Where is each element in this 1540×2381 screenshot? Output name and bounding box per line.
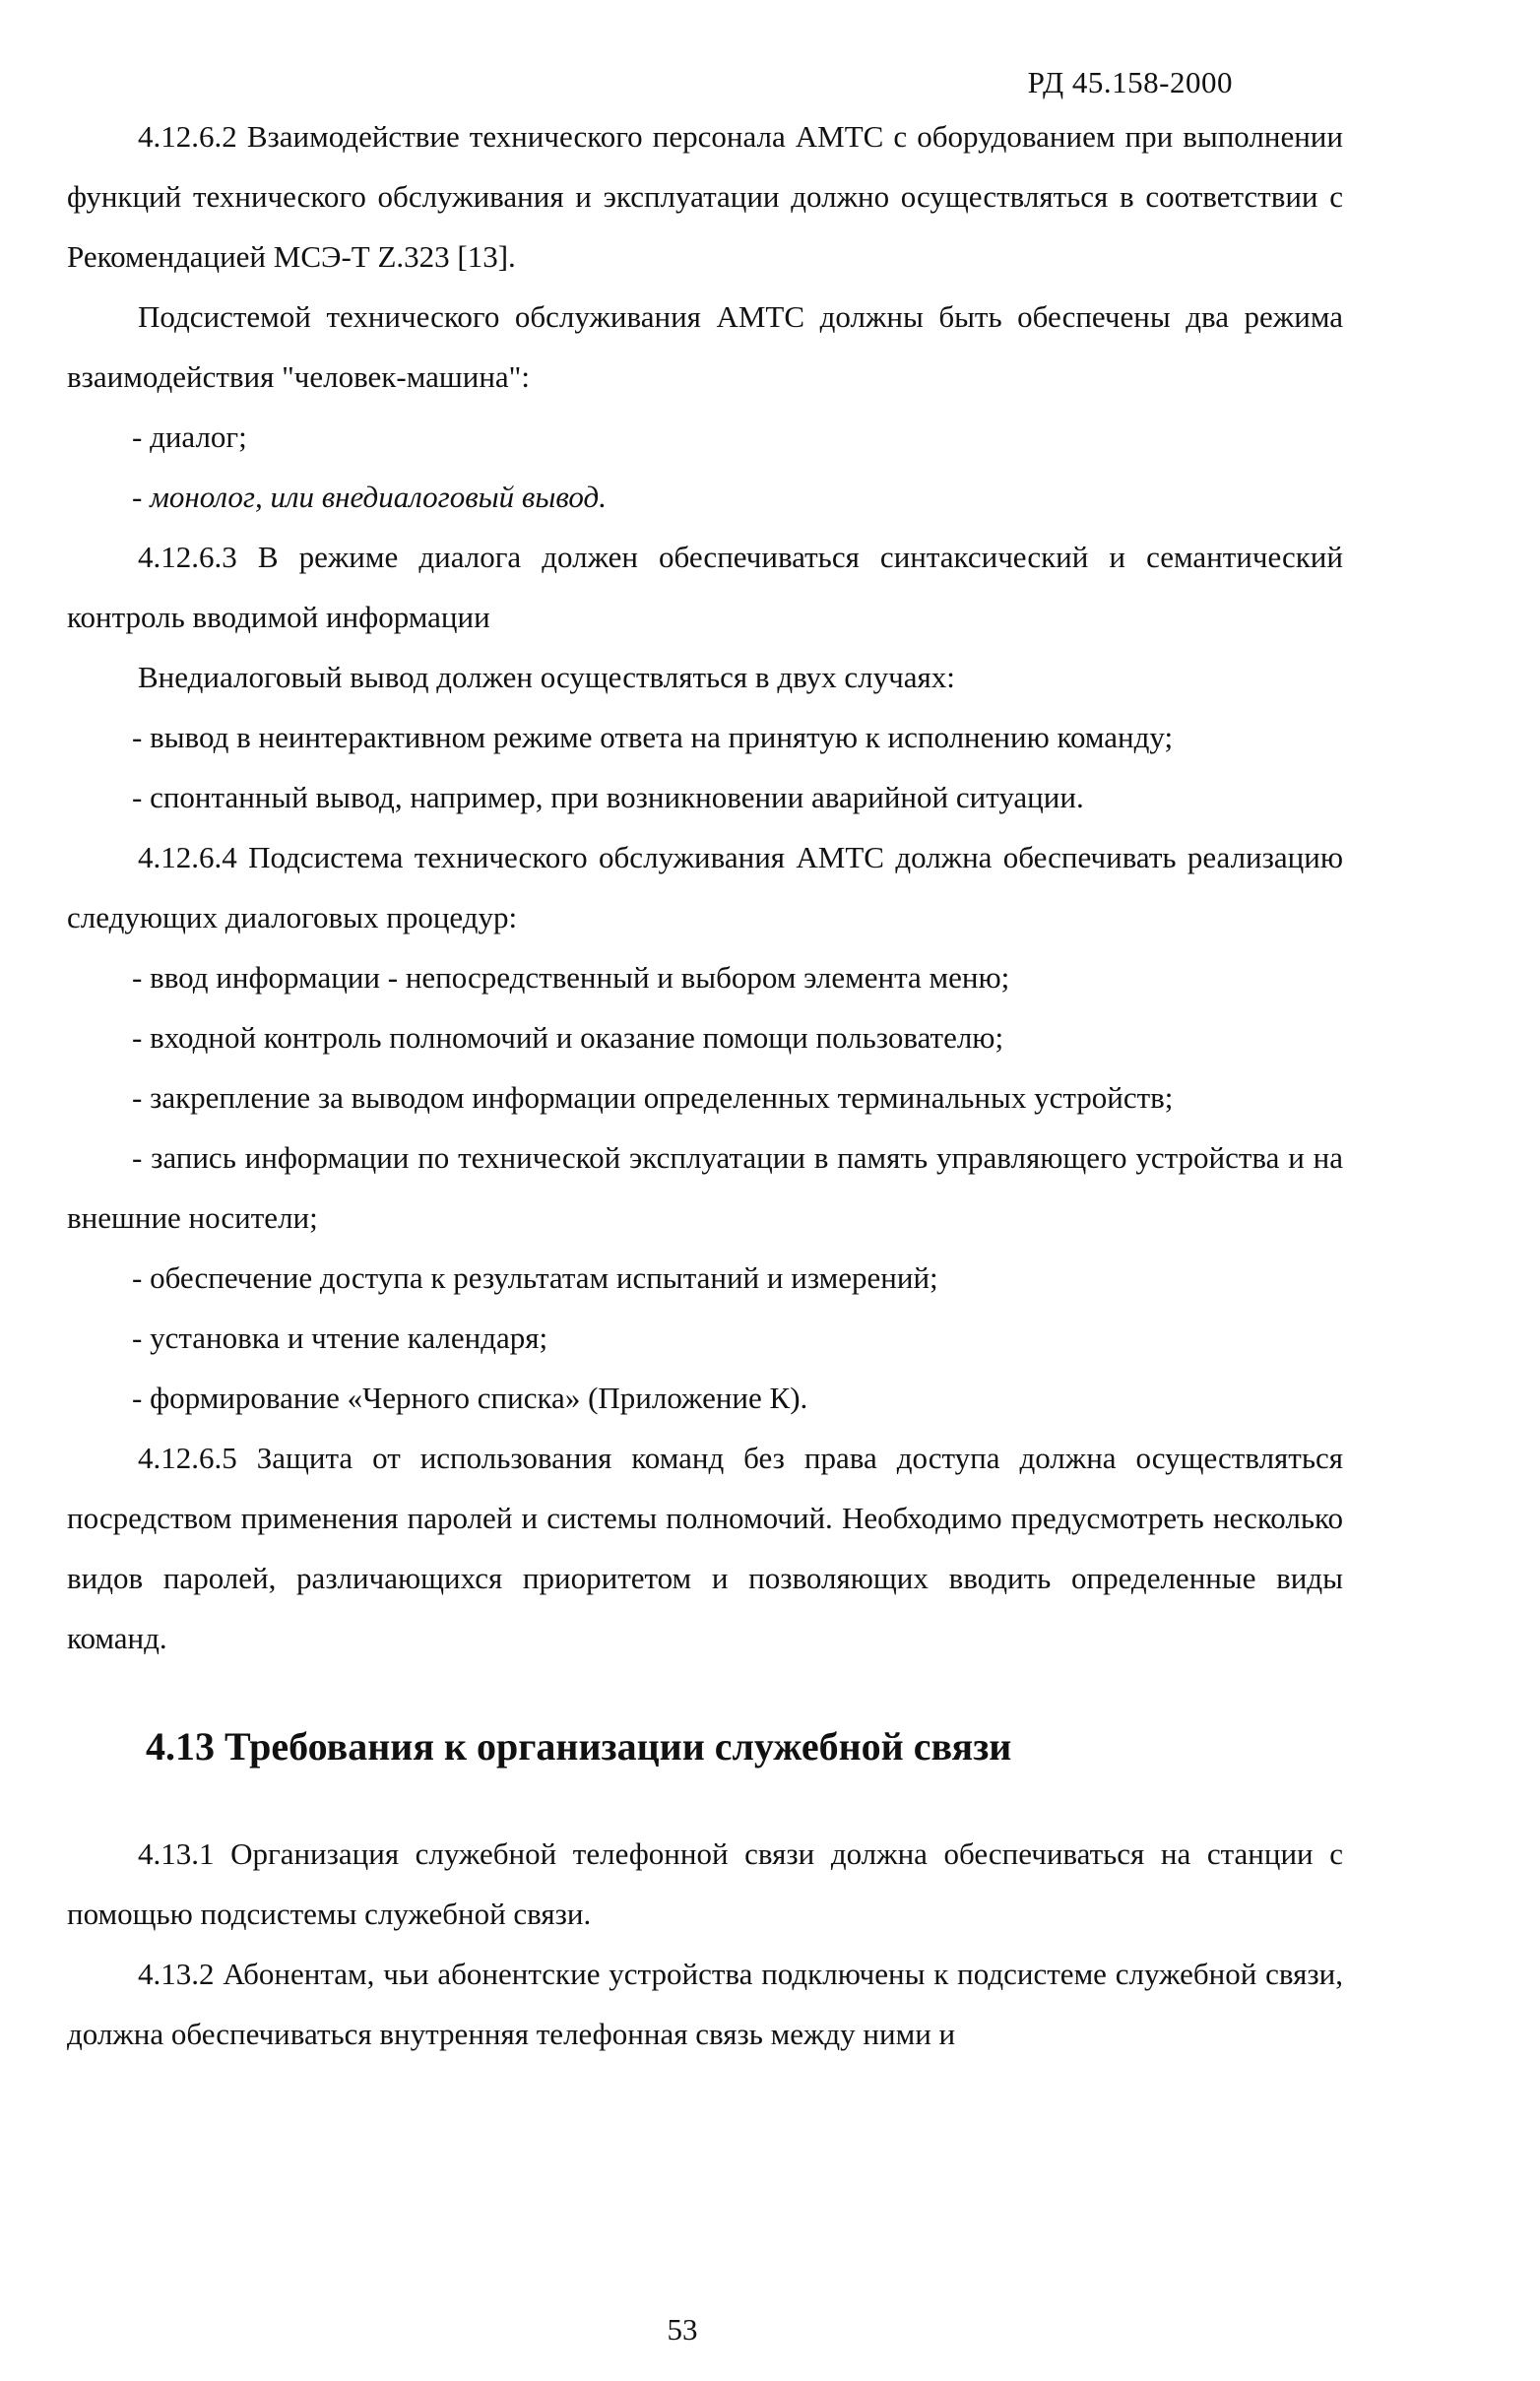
list-item-terminal-binding: - закрепление за выводом информации определенных терминальных устройств; [132, 1080, 1174, 1115]
list-item-calendar: - установка и чтение календаря; [132, 1320, 548, 1355]
list-item-black-list: - формирование «Черного списка» (Приложение К). [132, 1381, 808, 1415]
paragraph-4-12-6-3: 4.12.6.3 В режиме диалога должен обеспечиваться синтаксический и семантический контроль вводимой информации [67, 540, 1343, 634]
list-item-input: - ввод информации - непосредственный и выбором элемента меню; [132, 960, 1010, 995]
list-item-monolog: - монолог, или внедиалоговый вывод. [132, 480, 607, 514]
paragraph-4-12-6-5: 4.12.6.5 Защита от использования команд без права доступа должна осуществляться посредством применения паролей и системы полномочий. Необходимо предусмотреть несколько видов паролей, различающихся приоритетом и позволяющих вводить определенные виды команд. [67, 1441, 1343, 1655]
list-item-test-results: - обеспечение доступа к результатам испытаний и измерений; [132, 1260, 938, 1295]
paragraph-modes-intro: Подсистемой технического обслуживания АМТС должны быть обеспечены два режима взаимодействия "человек-машина": [67, 299, 1343, 394]
paragraph-4-13-1: 4.13.1 Организация служебной телефонной связи должна обеспечиваться на станции с помощью подсистемы служебной связи. [67, 1836, 1343, 1931]
page-number: 53 [667, 2312, 698, 2347]
list-item-output-noninteractive: - вывод в неинтерактивном режиме ответа на принятую к исполнению команду; [132, 720, 1174, 754]
paragraph-4-12-6-2: 4.12.6.2 Взаимодействие технического персонала АМТС с оборудованием при выполнении функций технического обслуживания и эксплуатации должно осуществляться в соответствии с Рекомендацией МСЭ-Т Z.323 [13]. [67, 119, 1343, 274]
paragraph-output-cases: Внедиалоговый вывод должен осуществляться в двух случаях: [138, 660, 955, 694]
paragraph-4-12-6-4: 4.12.6.4 Подсистема технического обслуживания АМТС должна обеспечивать реализацию следующих диалоговых процедур: [67, 840, 1343, 934]
list-item-output-spontaneous: - спонтанный вывод, например, при возникновении аварийной ситуации. [132, 780, 1084, 814]
document-id: РД 45.158-2000 [1027, 65, 1233, 99]
document-body [67, 106, 1343, 2064]
paragraph-4-13-2: 4.13.2 Абонентам, чьи абонентские устройства подключены к подсистеме служебной связи, должна обеспечиваться внутренняя телефонная связь между ними и [67, 1957, 1343, 2051]
list-item-record-info: - запись информации по технической эксплуатации в память управляющего устройства и на внешние носители; [67, 1140, 1343, 1235]
list-item-dialog: - диалог; [132, 419, 247, 454]
list-item-access-control: - входной контроль полномочий и оказание помощи пользователю; [132, 1020, 1004, 1055]
section-heading-4-13: 4.13 Требования к организации служебной связи [146, 1724, 1012, 1769]
